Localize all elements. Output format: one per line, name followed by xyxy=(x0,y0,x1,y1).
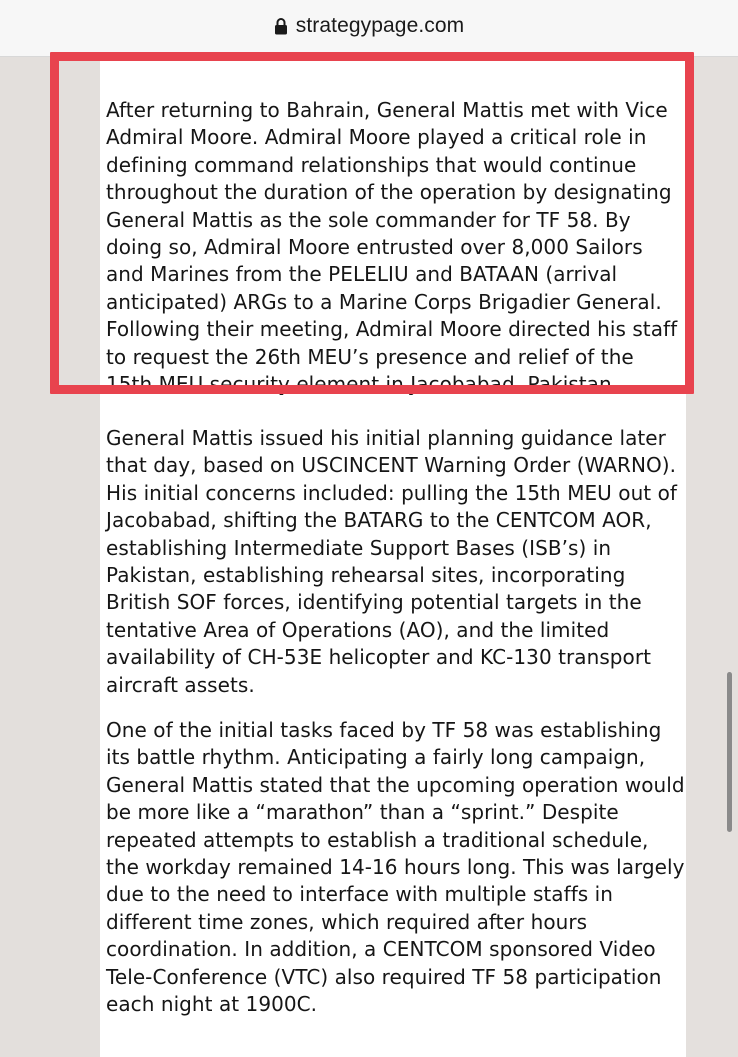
highlight-annotation-box xyxy=(50,52,694,394)
lock-icon xyxy=(274,17,288,35)
paragraph-1-text: After returning to Bahrain, General Mattis met with Vice Admiral Moore. Admiral Moore played a critical role in defining command relationships that would continue throughout the duration of the operation by designating General Mattis as the sole commander for TF 58. By doing so, Admiral Moore entrusted over 8,000 Sailors and Marines from the PELELIU and BATAAN (arrival anticipated) ARGs to a Marine Corps Brigadier General. Following their meeting, Admiral Moore directed his staff to request the 26th MEU’s presence and relief of the 15th MEU security element in Jacobabad, Pakistan. xyxy=(106,98,678,395)
url-display[interactable] xyxy=(274,14,465,38)
article-paragraph-2: General Mattis issued his initial planning guidance later that day, based on USCINCENT Warning Order (WARNO). His initial concerns included: pulling the 15th MEU out of Jacobabad, shifting the BATARG to the CENTCOM AOR, establishing Intermediate Support Bases (ISB’s) in Pakistan, establishing rehearsal sites, incorporating British SOF forces, identifying potential targets in the tentative Area of Operations (AO), and the limited availability of CH-53E helicopter and KC-130 transport aircraft assets. xyxy=(106,426,677,697)
vertical-scrollbar[interactable] xyxy=(727,672,732,832)
article-paragraph-3: One of the initial tasks faced by TF 58 was establishing its battle rhythm. Anticipating a fairly long campaign, General Mattis stated that the upcoming operation would be more like a “marathon” than a “sprint.” Despite repeated attempts to establish a traditional schedule, the workday remained 14-16 hours long. This was largely due to the need to interface with multiple staffs in different time zones, which required after hours coordination. In addition, a CENTCOM sponsored Video Tele-Conference (VTC) also required TF 58 participation each night at 1900C. xyxy=(106,718,685,1017)
browser-url-bar[interactable] xyxy=(0,0,738,57)
url-text: strategypage.com xyxy=(295,14,465,37)
